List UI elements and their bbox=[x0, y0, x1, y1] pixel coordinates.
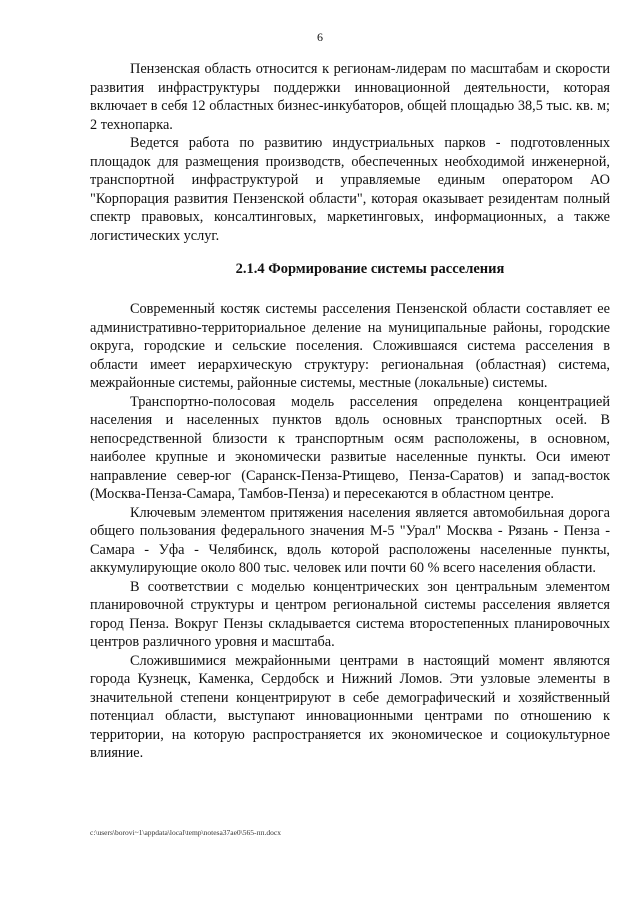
page-number: 6 bbox=[317, 30, 323, 44]
section-heading: 2.1.4 Формирование системы расселения bbox=[235, 261, 505, 277]
paragraph: Ведется работа по развитию индустриальных парков - подготовленных площадок для размещения производств, обеспеченных необходимой инженерной, транспортной инфраструктурой и управляемые единым оператором АО "Корпорация развития Пензенской области", которая оказывает резидентам полный спектр правовых, консалтинговых, маркетинговых, информационных, а также логистических услуг. bbox=[90, 135, 610, 244]
paragraph: Современный костяк системы расселения Пензенской области составляет ее административно-территориальное деление на муниципальные районы, городские округа, городские и сельские поселения. Сложившаяся система расселения в области имеет иерархическую структуру: региональная (областная) система, межрайонные системы, районные системы, местные (локальные) системы. bbox=[90, 301, 610, 391]
paragraph: Пензенская область относится к регионам-лидерам по масштабам и скорости развития инфраструктуры поддержки инновационной деятельности, которая включает в себя 12 областных бизнес-инкубаторов, общей площадью 38,5 тыс. кв. м; 2 технопарка. bbox=[90, 61, 610, 133]
paragraph: Транспортно-полосовая модель расселения определена концентрацией населения и населенных пунктов вдоль основных транспортных осей. В непосредственной близости к транспортным осям расположены, в основном, наиболее крупные и экономически развитые населенные пункты. Оси имеют направление север-юг (Саранск-Пенза-Ртищево, Пенза-Саратов) и запад-восток (Москва-Пенза-Самара, Тамбов-Пенза) и пересекаются в областном центре. bbox=[90, 393, 610, 502]
document-body bbox=[90, 60, 610, 763]
paragraph: Сложившимися межрайонными центрами в настоящий момент являются города Кузнецк, Каменка, Сердобск и Нижний Ломов. Эти узловые элементы в значительной степени концентрируют в себе демографический и хозяйственный потенциал области, выступают инновационными центрами по отношению к территории, на которую распространяется их экономическое и социокультурное влияние. bbox=[90, 652, 610, 761]
paragraph: В соответствии с моделью концентрических зон центральным элементом планировочной структуры и центром региональной системы расселения является город Пенза. Вокруг Пензы складывается система второстепенных планировочных центров различного уровня и масштаба. bbox=[90, 578, 610, 650]
paragraph: Ключевым элементом притяжения населения является автомобильная дорога общего пользования федерального значения М-5 "Урал" Москва - Рязань - Пенза - Самара - Уфа - Челябинск, вдоль которой расположены населенные пункты, аккумулирующие около 800 тыс. человек или почти 60 % всего населения области. bbox=[90, 504, 610, 576]
file-path-footer: c:\users\borovi~1\appdata\local\temp\notesa37ae0\565-пп.docx bbox=[90, 828, 281, 837]
